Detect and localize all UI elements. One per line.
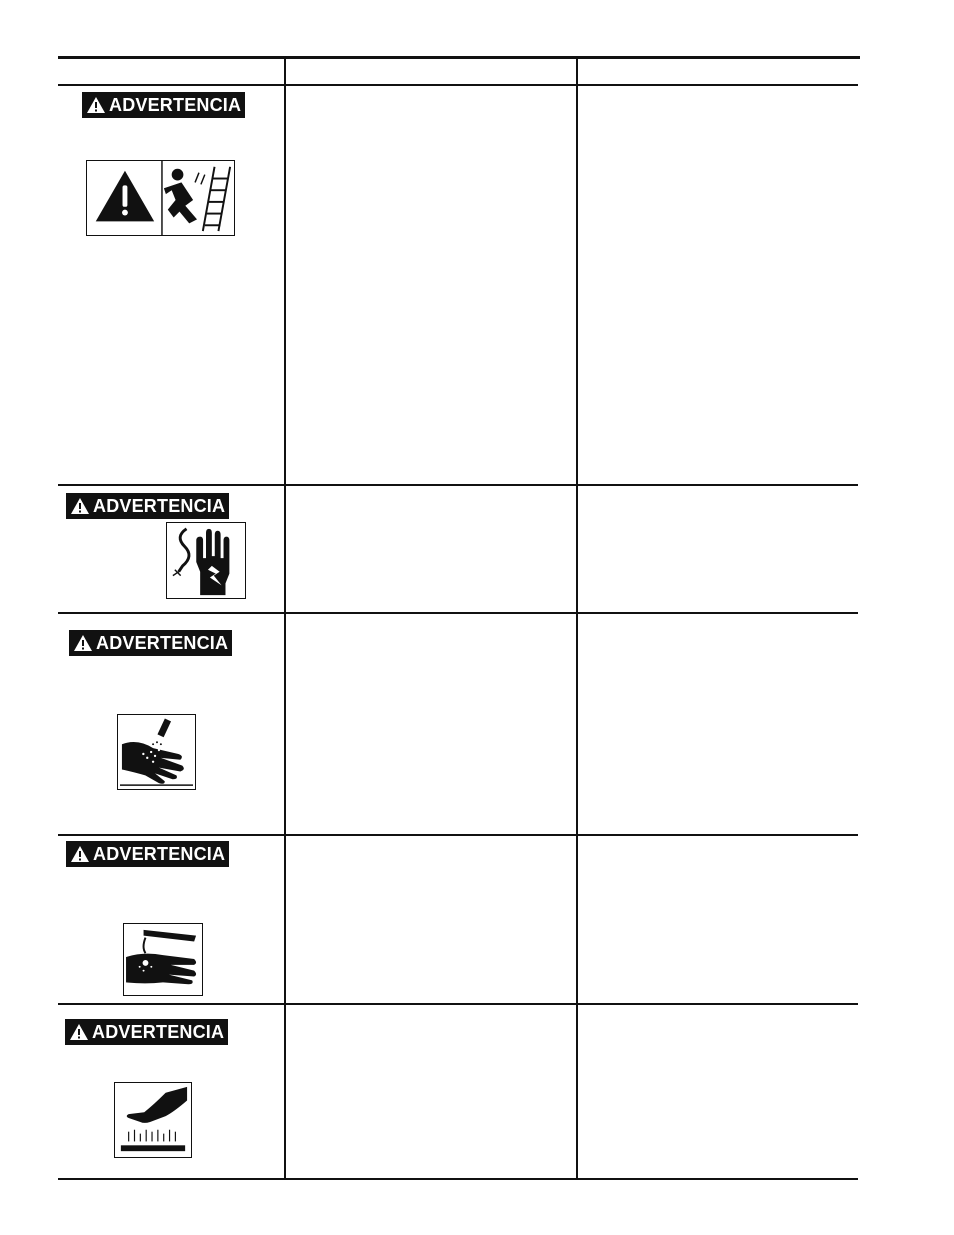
warning-label: ADVERTENCIA: [96, 633, 229, 653]
row-separator: [58, 484, 858, 486]
row-separator: [58, 834, 858, 836]
column-divider: [576, 59, 578, 1179]
row-separator: [58, 612, 858, 614]
hot-surface-pictogram: [114, 1082, 192, 1158]
corrosive-hazard-pictogram: [123, 923, 203, 996]
warning-badge: [82, 92, 245, 118]
warning-exclamation-icon: [96, 171, 154, 222]
table-bottom-rule: [58, 1178, 858, 1180]
warning-badge: [66, 841, 229, 867]
warning-triangle-icon: [69, 1023, 89, 1041]
warning-label: ADVERTENCIA: [93, 844, 226, 864]
warning-badge: [69, 630, 232, 656]
corrosive-chemical-hand-icon: [124, 924, 202, 995]
hot-surface-hand-icon: [115, 1083, 191, 1157]
fall-from-ladder-icon: [164, 167, 230, 231]
electric-shock-pictogram: [166, 522, 246, 599]
row-separator: [58, 1003, 858, 1005]
warning-label: ADVERTENCIA: [109, 95, 242, 115]
injection-spray-hand-icon: [118, 715, 195, 789]
table-header-row: [58, 59, 858, 84]
warning-badge: [65, 1019, 228, 1045]
warning-badge: [66, 493, 229, 519]
warning-triangle-icon: [70, 845, 90, 863]
column-divider: [284, 59, 286, 1179]
table-header-rule: [58, 84, 858, 86]
warning-label: ADVERTENCIA: [93, 496, 226, 516]
warning-triangle-icon: [86, 96, 106, 114]
fall-hazard-pictogram: [86, 160, 235, 236]
warning-triangle-icon: [70, 497, 90, 515]
injection-hazard-pictogram: [117, 714, 196, 790]
warning-triangle-icon: [73, 634, 93, 652]
electric-shock-hand-icon: [167, 523, 245, 598]
warning-label: ADVERTENCIA: [92, 1022, 225, 1042]
